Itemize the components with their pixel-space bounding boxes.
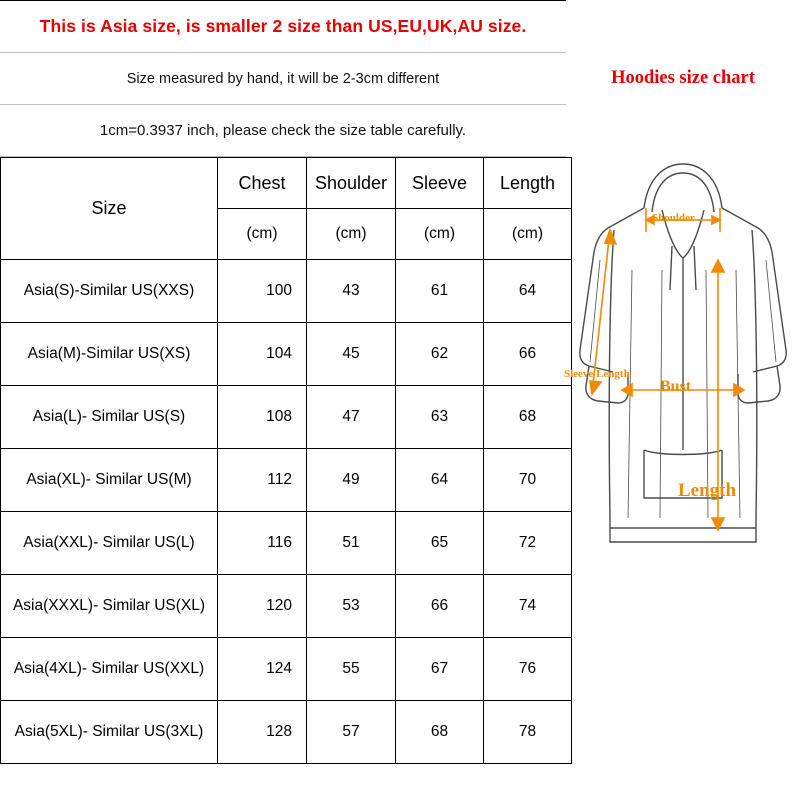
- unit-cell-sleeve: (cm): [396, 209, 484, 260]
- size-table: [0, 157, 572, 764]
- cell-chest: 128: [218, 701, 307, 764]
- note-row-measured-by-hand: [0, 53, 566, 105]
- table-row: [1, 386, 572, 449]
- cell-length: 72: [484, 512, 572, 575]
- cell-length: 64: [484, 260, 572, 323]
- cell-sleeve: 68: [396, 701, 484, 764]
- header-cell-shoulder: Shoulder: [307, 158, 396, 209]
- unit-cell-chest: (cm): [218, 209, 307, 260]
- cell-size: Asia(S)-Similar US(XXS): [1, 260, 218, 323]
- label-shoulder: Shoulder: [652, 212, 695, 224]
- cell-shoulder: 57: [307, 701, 396, 764]
- note-cm-to-inch-text: 1cm=0.3937 inch, please check the size table carefully.: [99, 122, 467, 139]
- cell-length: 66: [484, 323, 572, 386]
- cell-sleeve: 62: [396, 323, 484, 386]
- cell-size: Asia(5XL)- Similar US(3XL): [1, 701, 218, 764]
- cell-chest: 112: [218, 449, 307, 512]
- note-measured-by-hand-text: Size measured by hand, it will be 2-3cm different: [126, 70, 440, 87]
- cell-length: 74: [484, 575, 572, 638]
- header-cell-chest: Chest: [218, 158, 307, 209]
- cell-chest: 104: [218, 323, 307, 386]
- cell-chest: 120: [218, 575, 307, 638]
- table-header-row: [1, 158, 572, 209]
- cell-length: 76: [484, 638, 572, 701]
- cell-shoulder: 45: [307, 323, 396, 386]
- cell-sleeve: 67: [396, 638, 484, 701]
- cell-chest: 116: [218, 512, 307, 575]
- unit-cell-length: (cm): [484, 209, 572, 260]
- cell-shoulder: 47: [307, 386, 396, 449]
- cell-chest: 100: [218, 260, 307, 323]
- table-row: [1, 575, 572, 638]
- cell-size: Asia(XXL)- Similar US(L): [1, 512, 218, 575]
- cell-sleeve: 65: [396, 512, 484, 575]
- cell-chest: 108: [218, 386, 307, 449]
- unit-cell-shoulder: (cm): [307, 209, 396, 260]
- cell-shoulder: 43: [307, 260, 396, 323]
- header-cell-size: Size: [1, 158, 218, 260]
- cell-size: Asia(4XL)- Similar US(XXL): [1, 638, 218, 701]
- note-row-asia-size: [0, 1, 566, 53]
- cell-sleeve: 64: [396, 449, 484, 512]
- table-row: [1, 323, 572, 386]
- cell-shoulder: 55: [307, 638, 396, 701]
- notes-block: [0, 0, 566, 157]
- cell-length: 68: [484, 386, 572, 449]
- illustration-panel: [566, 0, 800, 800]
- note-row-cm-to-inch: [0, 105, 566, 157]
- cell-length: 70: [484, 449, 572, 512]
- table-row: [1, 701, 572, 764]
- table-row: [1, 512, 572, 575]
- table-row: [1, 638, 572, 701]
- cell-size: Asia(L)- Similar US(S): [1, 386, 218, 449]
- label-bust: Bust: [660, 378, 692, 395]
- illustration-title: Hoodies size chart: [611, 68, 755, 88]
- table-row: [1, 449, 572, 512]
- cell-sleeve: 63: [396, 386, 484, 449]
- hoodie-illustration: [566, 150, 800, 670]
- cell-length: 78: [484, 701, 572, 764]
- cell-chest: 124: [218, 638, 307, 701]
- header-cell-length: Length: [484, 158, 572, 209]
- note-asia-size-text: This is Asia size, is smaller 2 size than US,EU,UK,AU size.: [39, 16, 527, 36]
- cell-size: Asia(XL)- Similar US(M): [1, 449, 218, 512]
- cell-size: Asia(XXXL)- Similar US(XL): [1, 575, 218, 638]
- hoodie-drawing-icon: [566, 150, 800, 670]
- label-sleeve-length: Sleeve Length: [564, 368, 630, 380]
- header-cell-sleeve: Sleeve: [396, 158, 484, 209]
- cell-sleeve: 61: [396, 260, 484, 323]
- cell-shoulder: 51: [307, 512, 396, 575]
- cell-sleeve: 66: [396, 575, 484, 638]
- cell-shoulder: 49: [307, 449, 396, 512]
- label-length: Length: [678, 480, 737, 501]
- cell-size: Asia(M)-Similar US(XS): [1, 323, 218, 386]
- table-row: [1, 260, 572, 323]
- cell-shoulder: 53: [307, 575, 396, 638]
